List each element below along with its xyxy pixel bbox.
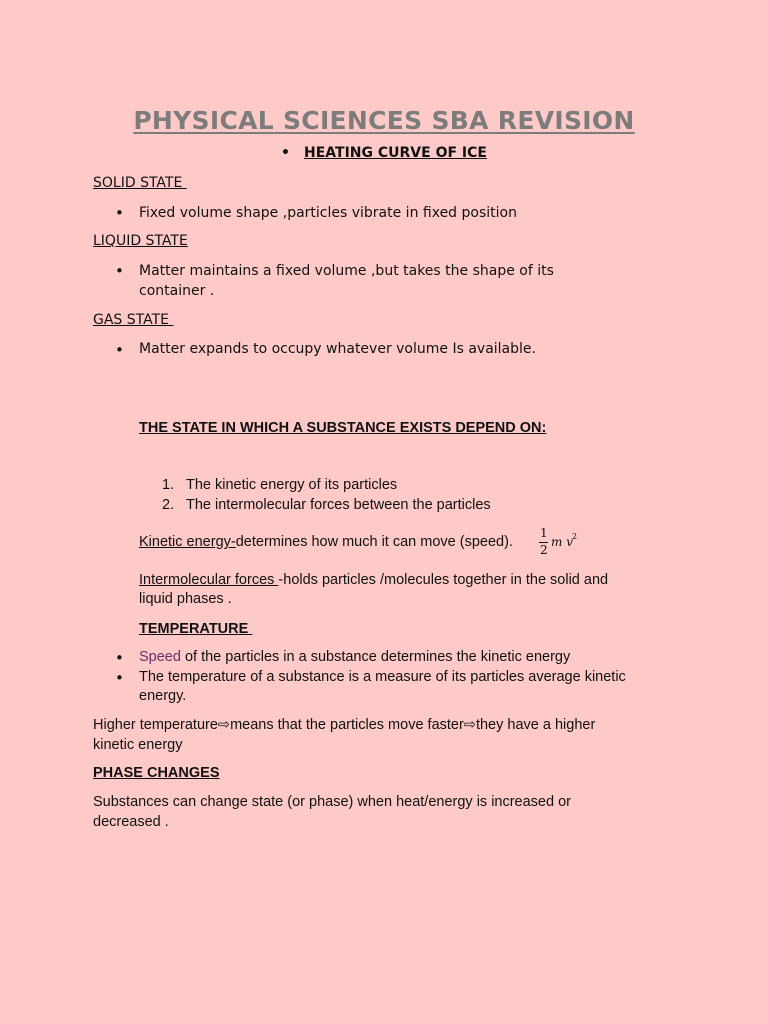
phase-changes-line1: Substances can change state (or phase) when heat/energy is increased or — [93, 794, 571, 810]
temperature-point1 — [139, 649, 570, 665]
higher-part1: Higher temperature — [93, 717, 218, 733]
page-title: PHYSICAL SCIENCES SBA REVISION — [133, 106, 635, 135]
arrow-icon: ⇨ — [463, 717, 476, 733]
bullet: • — [281, 145, 290, 161]
formula-numerator: 1 — [540, 526, 548, 540]
depend-item-2-text: The intermolecular forces between the particles — [186, 497, 491, 513]
temperature-point2-line2: energy. — [139, 688, 187, 704]
temperature-heading: TEMPERATURE — [139, 621, 253, 637]
subtitle — [0, 145, 768, 161]
depend-item-1-text: The kinetic energy of its particles — [186, 477, 398, 493]
bullet: • — [115, 204, 124, 222]
depend-item-2-number: 2. — [162, 497, 175, 513]
kinetic-energy-term: Kinetic energy- — [139, 534, 236, 550]
higher-part3: they have a higher — [475, 717, 596, 733]
solid-state-heading: SOLID STATE — [93, 175, 187, 191]
kinetic-energy-line — [139, 534, 513, 550]
temperature-point1-rest: of the particles in a substance determines the kinetic energy — [180, 649, 571, 665]
intermolecular-line2: liquid phases . — [139, 591, 232, 607]
formula-exponent: 2 — [572, 532, 578, 541]
liquid-state-point-line1: Matter maintains a fixed volume ,but takes the shape of its — [139, 263, 554, 279]
depend-heading: THE STATE IN WHICH A SUBSTANCE EXISTS DEPEND ON: — [139, 420, 547, 436]
bullet: • — [115, 649, 124, 667]
intermolecular-line1 — [139, 572, 608, 588]
liquid-state-heading: LIQUID STATE — [93, 233, 188, 249]
formula-denominator: 2 — [540, 543, 548, 557]
higher-part2: means that the particles move faster — [230, 717, 464, 733]
formula-variables: m v — [551, 535, 573, 549]
solid-state-point: Fixed volume shape ,particles vibrate in fixed position — [139, 205, 517, 221]
liquid-state-point-line2: container . — [139, 283, 215, 299]
bullet: • — [115, 341, 124, 359]
higher-temperature-line1 — [93, 717, 595, 733]
gas-state-heading: GAS STATE — [93, 312, 174, 328]
intermolecular-term: Intermolecular forces — [139, 572, 279, 588]
bullet: • — [115, 669, 124, 687]
speed-highlight: Speed — [139, 649, 181, 665]
higher-temperature-line2: kinetic energy — [93, 737, 183, 753]
bullet: • — [115, 262, 124, 280]
phase-changes-heading: PHASE CHANGES — [93, 765, 220, 781]
subtitle-text: HEATING CURVE OF ICE — [304, 145, 487, 161]
depend-item-1-number: 1. — [162, 477, 175, 493]
intermolecular-definition: -holds particles /molecules together in the solid and — [278, 572, 609, 588]
gas-state-point: Matter expands to occupy whatever volume Is available. — [139, 341, 536, 357]
arrow-icon: ⇨ — [217, 717, 231, 733]
temperature-point2-line1: The temperature of a substance is a measure of its particles average kinetic — [139, 669, 626, 685]
phase-changes-line2: decreased . — [93, 814, 169, 830]
kinetic-energy-definition: determines how much it can move (speed). — [235, 534, 513, 550]
